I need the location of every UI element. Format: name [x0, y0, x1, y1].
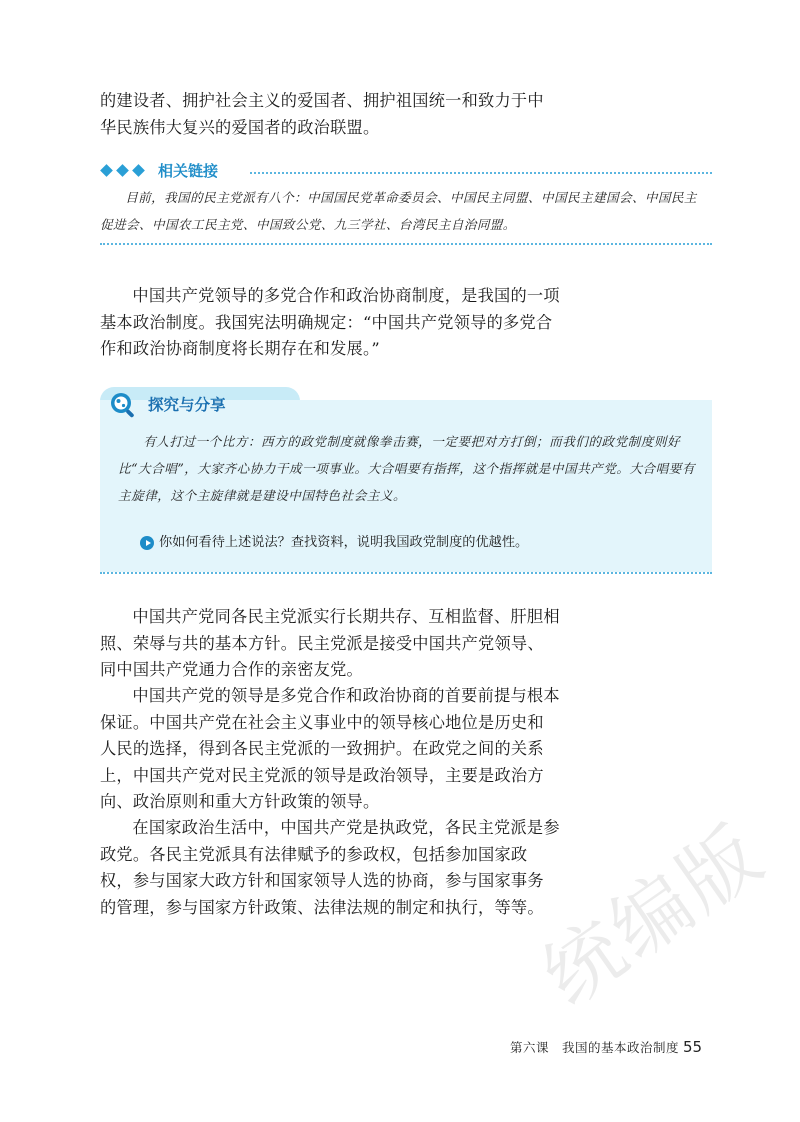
paragraph-basic-system: 中国共产党领导的多党合作和政治协商制度，是我国的一项基本政治制度。我国宪法明确规定：“中国共产党领导的多党合作和政治协商制度将长期存在和发展。” [100, 286, 560, 358]
watermark: 统编版 [527, 808, 781, 1024]
related-links-header [100, 160, 712, 184]
footer-chapter-title: 第六课 我国的基本政治制度 [510, 1040, 680, 1055]
explore-body: 有人打过一个比方：西方的政党制度就像拳击赛，一定要把对方打倒；而我们的政党制度则好比“大合唱”，大家齐心协力干成一项事业。大合唱要有指挥，这个指挥就是中国共产党。大合唱要有主旋律，这个主旋律就是建设中国特色社会主义。 [118, 434, 695, 503]
magnifier-globe-icon [108, 389, 138, 419]
paragraph-leadership: 中国共产党的领导是多党合作和政治协商的首要前提与根本保证。中国共产党在社会主义事业中的领导核心地位是历史和人民的选择，得到各民主党派的一致拥护。在政党之间的关系上，中国共产党对民主党派的领导是政治领导，主要是政治方向、政治原则和重大方针政策的领导。 [100, 686, 560, 811]
paragraph-basic-policy: 中国共产党同各民主党派实行长期共存、互相监督、肝胆相照、荣辱与共的基本方针。民主党派是接受中国共产党领导、同中国共产党通力合作的亲密友党。 [100, 607, 560, 679]
dotted-divider [100, 243, 712, 245]
paragraph-ruling-party: 在国家政治生活中，中国共产党是执政党，各民主党派是参政党。各民主党派具有法律赋予的参政权，包括参加国家政权，参与国家大政方针和国家领导人选的协商，参与国家事务的管理，参与国家方针政策、法律法规的制定和执行，等等。 [100, 818, 560, 917]
explore-title: 探究与分享 [148, 396, 226, 414]
page-number: 55 [683, 1038, 703, 1056]
play-arrow-icon [140, 536, 154, 550]
related-links-body: 目前，我国的民主党派有八个：中国国民党革命委员会、中国民主同盟、中国民主建国会、中国民主促进会、中国农工民主党、中国致公党、九三学社、台湾民主自治同盟。 [100, 190, 697, 232]
dotted-divider [250, 172, 712, 174]
diamond-bullets-icon [100, 163, 145, 178]
dotted-divider [100, 572, 712, 574]
paragraph-continuation: 的建设者、拥护社会主义的爱国者、拥护祖国统一和致力于中华民族伟大复兴的爱国者的政治联盟。 [100, 91, 544, 137]
explore-question [140, 533, 528, 553]
explore-question-text: 你如何看待上述说法？查找资料，说明我国政党制度的优越性。 [159, 535, 529, 550]
related-links-title: 相关链接 [158, 162, 219, 180]
